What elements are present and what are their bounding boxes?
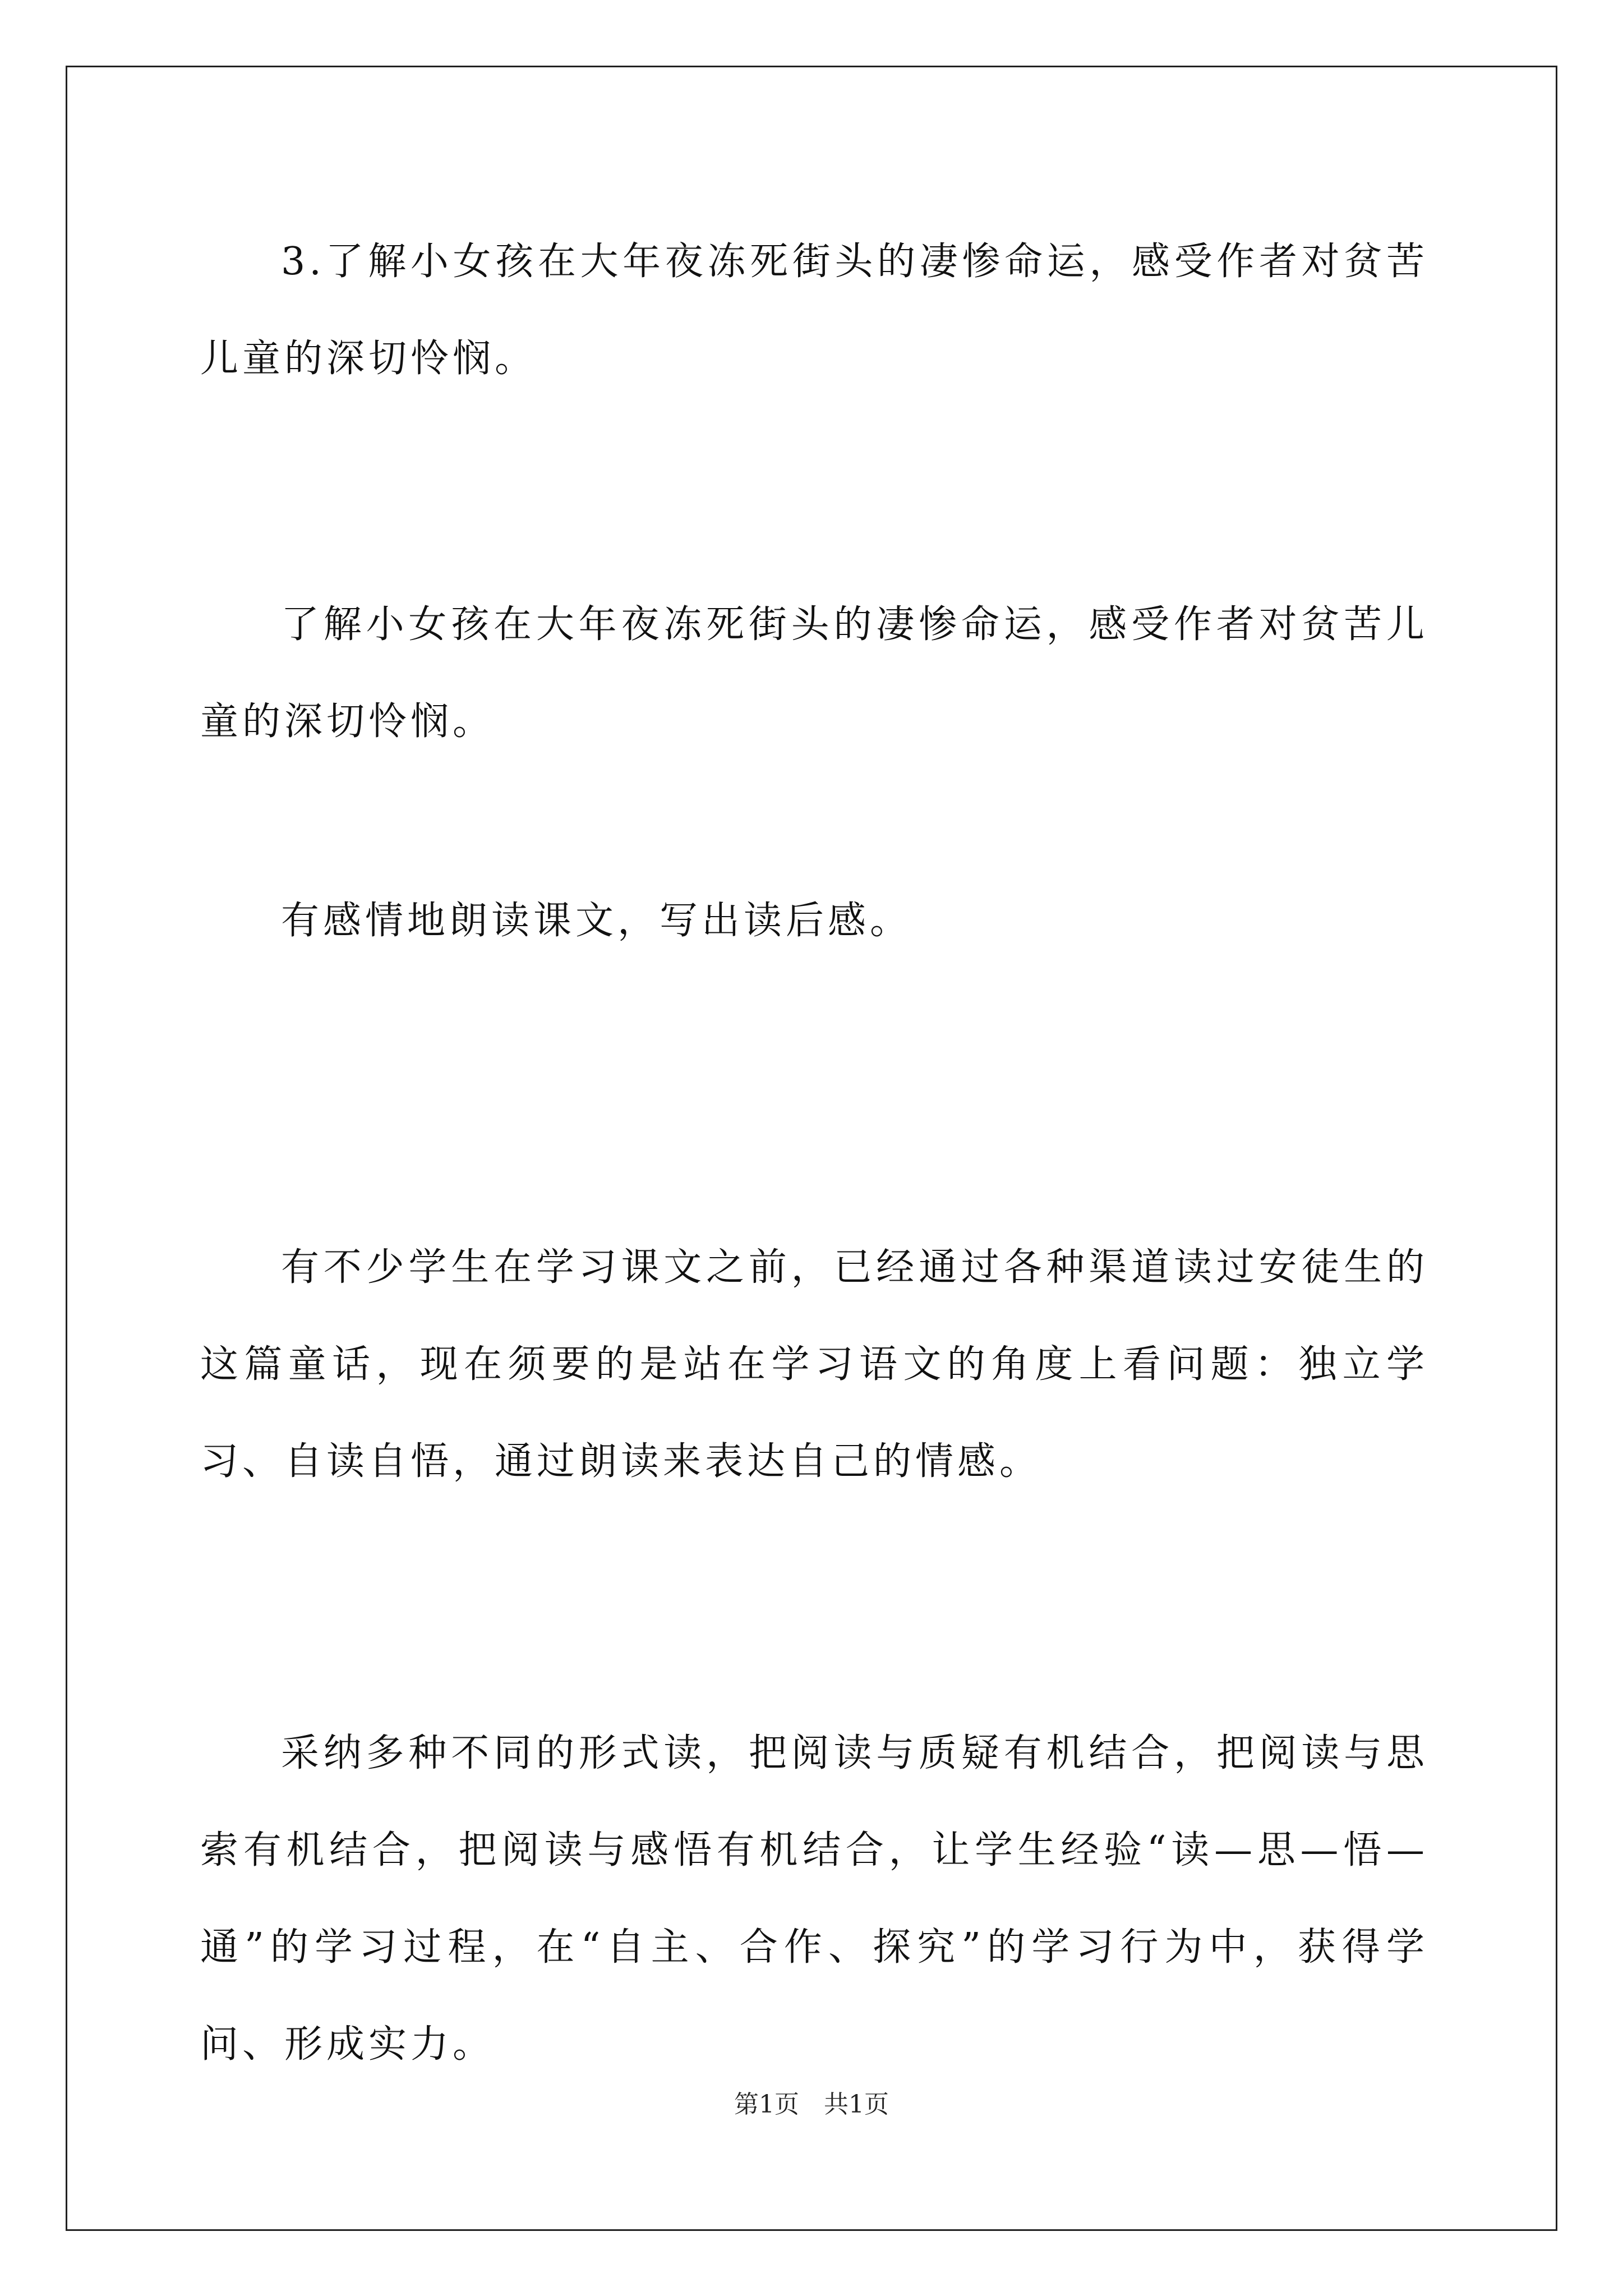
paragraph-student-analysis: 有不少学生在学习课文之前，已经通过各种渠道读过安徒生的这篇童话，现在须要的是站在学习语文的角度上看问题：独立学习、自读自悟，通过朗读来表达自己的情感。 xyxy=(200,1245,1428,1484)
paragraph-objective-detail: 了解小女孩在大年夜冻死街头的凄惨命运，感受作者对贫苦儿童的深切怜悯。 xyxy=(200,602,1428,744)
paragraph-teaching-method: 采纳多种不同的形式读，把阅读与质疑有机结合，把阅读与思索有机结合，把阅读与感悟有机结合，让学生经验“读—思—悟—通”的学习过程，在“自主、合作、探究”的学习行为中，获得学问、形成实力。 xyxy=(200,1731,1428,2067)
page-number-footer: 第1页 共1页 xyxy=(734,2090,889,2119)
paragraph-reading-task: 有感情地朗读课文，写出读后感。 xyxy=(281,899,912,943)
paragraph-objective-3: 3.了解小女孩在大年夜冻死街头的凄惨命运，感受作者对贫苦儿童的深切怜悯。 xyxy=(200,240,1428,381)
